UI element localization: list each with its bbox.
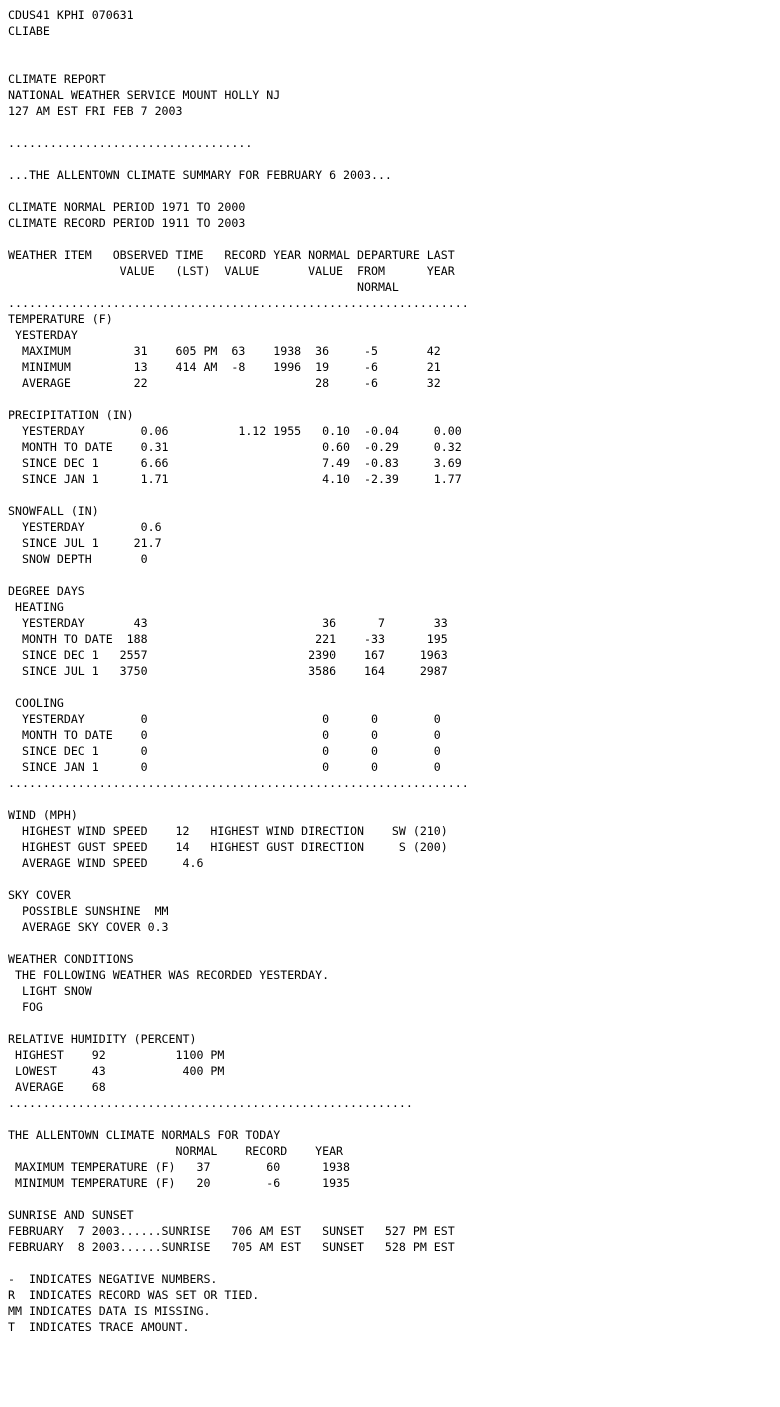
report-line: T INDICATES TRACE AMOUNT. bbox=[8, 1320, 190, 1334]
report-line: MONTH TO DATE 0.31 0.60 -0.29 0.32 bbox=[8, 440, 462, 454]
report-line: .................................................................. bbox=[8, 296, 469, 310]
report-line: VALUE (LST) VALUE VALUE FROM YEAR bbox=[8, 264, 455, 278]
report-line: SNOWFALL (IN) bbox=[8, 504, 99, 518]
report-line bbox=[8, 119, 469, 135]
report-line: DEGREE DAYS bbox=[8, 584, 85, 598]
report-line: SINCE JUL 1 21.7 bbox=[8, 536, 162, 550]
report-line: R INDICATES RECORD WAS SET OR TIED. bbox=[8, 1288, 260, 1302]
report-line: CDUS41 KPHI 070631 bbox=[8, 8, 134, 22]
report-line: YESTERDAY 0.06 1.12 1955 0.10 -0.04 0.00 bbox=[8, 424, 462, 438]
report-line: YESTERDAY 0 0 0 0 bbox=[8, 712, 441, 726]
report-line: CLIMATE REPORT bbox=[8, 72, 106, 86]
report-line: MAXIMUM 31 605 PM 63 1938 36 -5 42 bbox=[8, 344, 441, 358]
report-line bbox=[8, 935, 469, 951]
report-line: CLIMATE NORMAL PERIOD 1971 TO 2000 bbox=[8, 200, 246, 214]
report-line: AVERAGE SKY COVER 0.3 bbox=[8, 920, 169, 934]
report-line: LOWEST 43 400 PM bbox=[8, 1064, 225, 1078]
report-line: MINIMUM 13 414 AM -8 1996 19 -6 21 bbox=[8, 360, 441, 374]
report-line: 127 AM EST FRI FEB 7 2003 bbox=[8, 104, 183, 118]
report-line: SINCE JAN 1 1.71 4.10 -2.39 1.77 bbox=[8, 472, 462, 486]
report-line: ...THE ALLENTOWN CLIMATE SUMMARY FOR FEBRUARY 6 2003... bbox=[8, 168, 392, 182]
report-line: CLIMATE RECORD PERIOD 1911 TO 2003 bbox=[8, 216, 246, 230]
report-line: MONTH TO DATE 0 0 0 0 bbox=[8, 728, 441, 742]
report-line bbox=[8, 151, 469, 167]
report-line: SINCE DEC 1 2557 2390 167 1963 bbox=[8, 648, 448, 662]
report-line: MAXIMUM TEMPERATURE (F) 37 60 1938 bbox=[8, 1160, 351, 1174]
report-line: WEATHER CONDITIONS bbox=[8, 952, 134, 966]
report-line: SINCE DEC 1 6.66 7.49 -0.83 3.69 bbox=[8, 456, 462, 470]
report-line: PRECIPITATION (IN) bbox=[8, 408, 134, 422]
report-line: .................................................................. bbox=[8, 776, 469, 790]
report-line: SNOW DEPTH 0 bbox=[8, 552, 148, 566]
report-line: MINIMUM TEMPERATURE (F) 20 -6 1935 bbox=[8, 1176, 351, 1190]
report-line: MONTH TO DATE 188 221 -33 195 bbox=[8, 632, 448, 646]
report-line: HIGHEST WIND SPEED 12 HIGHEST WIND DIRECTION SW (210) bbox=[8, 824, 448, 838]
report-line bbox=[8, 487, 469, 503]
report-line: HIGHEST GUST SPEED 14 HIGHEST GUST DIRECTION S (200) bbox=[8, 840, 448, 854]
report-line: AVERAGE WIND SPEED 4.6 bbox=[8, 856, 204, 870]
report-line bbox=[8, 391, 469, 407]
report-line: NORMAL bbox=[8, 280, 399, 294]
report-line: TEMPERATURE (F) bbox=[8, 312, 113, 326]
report-line: MM INDICATES DATA IS MISSING. bbox=[8, 1304, 211, 1318]
report-line bbox=[8, 791, 469, 807]
report-line: POSSIBLE SUNSHINE MM bbox=[8, 904, 169, 918]
report-line bbox=[8, 679, 469, 695]
report-line: SUNRISE AND SUNSET bbox=[8, 1208, 134, 1222]
report-line bbox=[8, 1191, 469, 1207]
report-line: SINCE JAN 1 0 0 0 0 bbox=[8, 760, 441, 774]
report-line bbox=[8, 567, 469, 583]
report-line: RELATIVE HUMIDITY (PERCENT) bbox=[8, 1032, 197, 1046]
report-line: SKY COVER bbox=[8, 888, 71, 902]
report-line: HIGHEST 92 1100 PM bbox=[8, 1048, 225, 1062]
report-line: .......................................................... bbox=[8, 1096, 413, 1110]
report-line: COOLING bbox=[8, 696, 64, 710]
report-line bbox=[8, 231, 469, 247]
report-line: YESTERDAY 43 36 7 33 bbox=[8, 616, 448, 630]
report-line: CLIABE bbox=[8, 24, 50, 38]
report-line: WEATHER ITEM OBSERVED TIME RECORD YEAR NORMAL DEPARTURE LAST bbox=[8, 248, 455, 262]
report-line bbox=[8, 1255, 469, 1271]
report-line: THE FOLLOWING WEATHER WAS RECORDED YESTERDAY. bbox=[8, 968, 330, 982]
report-line: FEBRUARY 7 2003......SUNRISE 706 AM EST SUNSET 527 PM EST bbox=[8, 1224, 455, 1238]
report-line: AVERAGE 22 28 -6 32 bbox=[8, 376, 441, 390]
report-line: HEATING bbox=[8, 600, 64, 614]
report-line: SINCE DEC 1 0 0 0 0 bbox=[8, 744, 441, 758]
report-line bbox=[8, 55, 469, 71]
report-line bbox=[8, 1015, 469, 1031]
report-line: THE ALLENTOWN CLIMATE NORMALS FOR TODAY bbox=[8, 1128, 281, 1142]
report-line: WIND (MPH) bbox=[8, 808, 78, 822]
report-line: SINCE JUL 1 3750 3586 164 2987 bbox=[8, 664, 448, 678]
report-line: ................................... bbox=[8, 136, 253, 150]
report-line: NORMAL RECORD YEAR bbox=[8, 1144, 344, 1158]
report-line bbox=[8, 1111, 469, 1127]
report-line: YESTERDAY 0.6 bbox=[8, 520, 162, 534]
report-line bbox=[8, 183, 469, 199]
report-line: NATIONAL WEATHER SERVICE MOUNT HOLLY NJ bbox=[8, 88, 281, 102]
report-line: AVERAGE 68 bbox=[8, 1080, 106, 1094]
report-line: FOG bbox=[8, 1000, 43, 1014]
report-line: LIGHT SNOW bbox=[8, 984, 92, 998]
climate-report-text bbox=[8, 7, 469, 1335]
report-line: YESTERDAY bbox=[8, 328, 78, 342]
report-line: - INDICATES NEGATIVE NUMBERS. bbox=[8, 1272, 218, 1286]
report-line: FEBRUARY 8 2003......SUNRISE 705 AM EST SUNSET 528 PM EST bbox=[8, 1240, 455, 1254]
report-line bbox=[8, 39, 469, 55]
report-line bbox=[8, 871, 469, 887]
